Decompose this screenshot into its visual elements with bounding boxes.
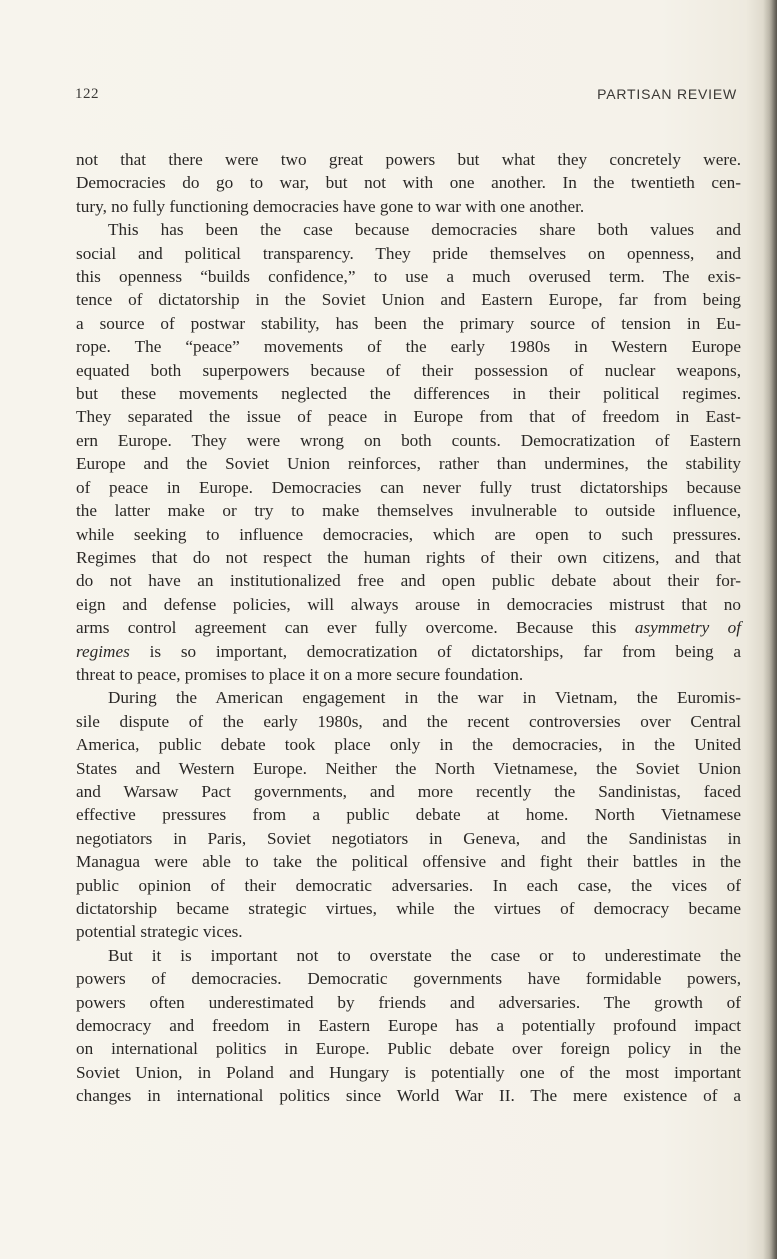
- text-line: on international politics in Europe. Public debate over foreign policy in the: [76, 1039, 741, 1059]
- text-line: this openness “builds confidence,” to use a much overused term. The exis-: [76, 267, 741, 287]
- binding-shadow: [763, 0, 777, 1259]
- text-line: powers of democracies. Democratic governments have formidable powers,: [76, 969, 741, 989]
- text-line: [76, 640, 741, 663]
- text-line: sile dispute of the early 1980s, and the recent controversies over Central: [76, 711, 741, 731]
- text-line: America, public debate took place only in the democracies, in the United: [76, 735, 741, 755]
- running-head: [75, 86, 737, 110]
- text-line: [76, 616, 741, 639]
- text-line: and Warsaw Pact governments, and more recently the Sandinistas, faced: [76, 781, 741, 801]
- text-line: But it is important not to overstate the case or to underestimate the: [108, 945, 741, 965]
- text-line: potential strategic vices.: [76, 922, 243, 942]
- text-line: changes in international politics since World War II. The mere existence of a: [76, 1086, 741, 1106]
- text-line: effective pressures from a public debate at home. North Vietnamese: [76, 805, 741, 825]
- page-number: 122: [75, 86, 99, 102]
- text-line: democracy and freedom in Eastern Europe has a potentially profound impact: [76, 1016, 741, 1036]
- text-run: is so important, democratization of dictatorships, far from being a: [129, 641, 741, 661]
- text-line: equated both superpowers because of their possession of nuclear weapons,: [76, 360, 741, 380]
- text-line: while seeking to influence democracies, which are open to such pressures.: [76, 524, 741, 544]
- text-line: but these movements neglected the differences in their political regimes.: [76, 384, 741, 404]
- text-line: social and political transparency. They pride themselves on openness, and: [76, 243, 741, 263]
- text-line: They separated the issue of peace in Europe from that of freedom in East-: [76, 407, 741, 427]
- text-line: tury, no fully functioning democracies have gone to war with one another.: [76, 196, 585, 216]
- text-line: powers often underestimated by friends and adversaries. The growth of: [76, 992, 741, 1012]
- text-line: Soviet Union, in Poland and Hungary is potentially one of the most important: [76, 1062, 741, 1082]
- text-line: a source of postwar stability, has been the primary source of tension in Eu-: [76, 313, 741, 333]
- text-line: This has been the case because democracies share both values and: [108, 220, 741, 240]
- text-line: Managua were able to take the political offensive and fight their battles in the: [76, 852, 741, 872]
- text-run: arms control agreement can ever fully overcome. Because this: [76, 618, 635, 638]
- text-line: Democracies do go to war, but not with one another. In the twentieth cen-: [76, 173, 741, 193]
- text-line: During the American engagement in the war in Vietnam, the Euromis-: [108, 688, 741, 708]
- text-line: threat to peace, promises to place it on a more secure foundation.: [76, 664, 524, 684]
- text-line: public opinion of their democratic adversaries. In each case, the vices of: [76, 875, 741, 895]
- text-line: ern Europe. They were wrong on both counts. Democratization of Eastern: [76, 430, 741, 450]
- text-line: Europe and the Soviet Union reinforces, rather than undermines, the stability: [76, 454, 741, 474]
- text-line: rope. The “peace” movements of the early 1980s in Western Europe: [76, 337, 741, 357]
- text-line: the latter make or try to make themselves invulnerable to outside influence,: [76, 501, 741, 521]
- text-line: dictatorship became strategic virtues, while the virtues of democracy became: [76, 899, 741, 918]
- journal-title: PARTISAN REVIEW: [597, 86, 737, 102]
- text-line: eign and defense policies, will always arouse in democracies mistrust that no: [76, 594, 741, 614]
- italic-word: regimes: [76, 641, 130, 661]
- text-line: do not have an institutionalized free and open public debate about their for-: [76, 571, 741, 591]
- text-line: Regimes that do not respect the human rights of their own citizens, and that: [76, 547, 741, 567]
- text-line: tence of dictatorship in the Soviet Union and Eastern Europe, far from being: [76, 290, 741, 310]
- text-line: negotiators in Paris, Soviet negotiators in Geneva, and the Sandinistas in: [76, 828, 741, 848]
- text-line: not that there were two great powers but what they concretely were.: [76, 150, 741, 169]
- italic-phrase: asymmetry of: [634, 618, 742, 638]
- text-line: States and Western Europe. Neither the North Vietnamese, the Soviet Union: [76, 758, 741, 778]
- text-line: of peace in Europe. Democracies can never fully trust dictatorships because: [76, 477, 741, 497]
- body-text: [76, 148, 742, 1108]
